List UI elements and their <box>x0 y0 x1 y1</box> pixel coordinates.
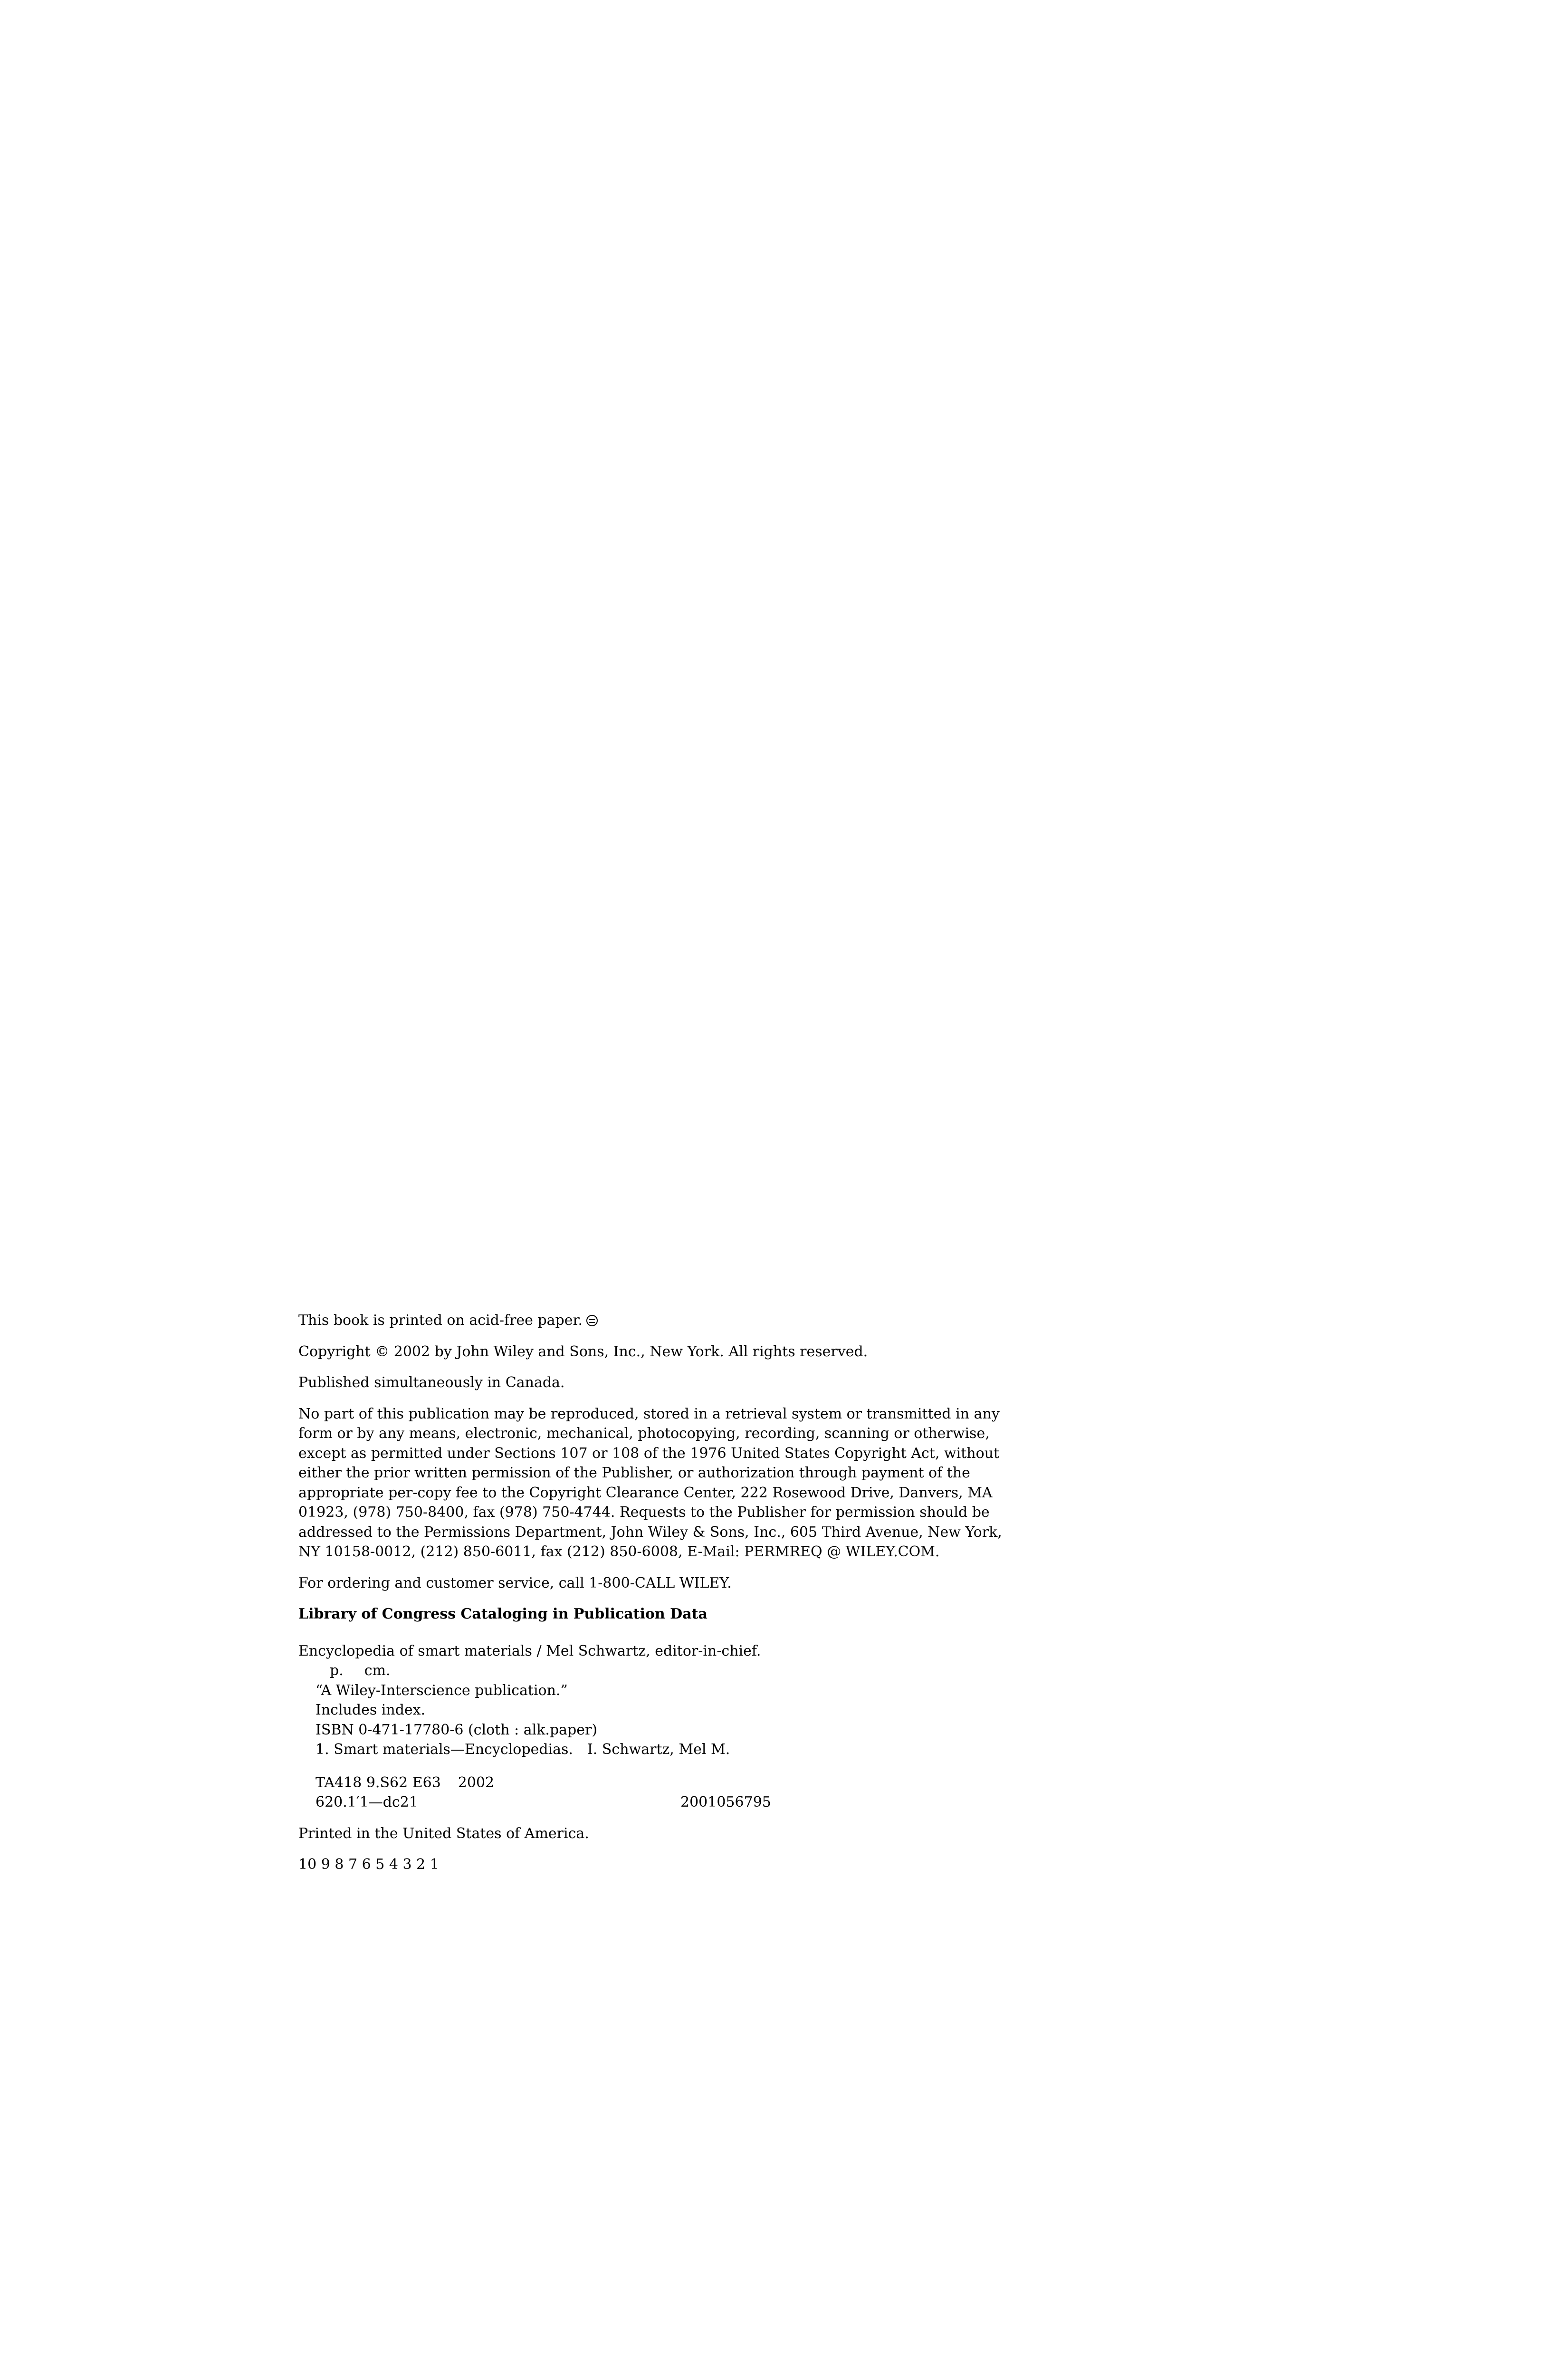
cip-title-line: Encyclopedia of smart materials / Mel Schwartz, editor-in-chief. <box>298 1642 761 1659</box>
cip-lccn: 2001056795 <box>680 1794 771 1811</box>
cip-subjects <box>298 1740 1030 1760</box>
ordering-line: For ordering and customer service, call 1-800-CALL WILEY. <box>298 1574 732 1591</box>
cip-dewey-line <box>298 1792 1030 1812</box>
cip-pagination-p: p. <box>330 1662 344 1679</box>
cip-subject-2: I. Schwartz, Mel M. <box>587 1741 730 1758</box>
infinity-in-circle-icon <box>586 1315 598 1326</box>
rights-line: NY 10158-0012, (212) 850-6011, fax (212) 850-6008, E-Mail: PERMREQ @ WILEY.COM. <box>298 1543 940 1560</box>
cip-pagination <box>298 1661 1030 1681</box>
acid-free-text: This book is printed on acid-free paper. <box>298 1312 583 1329</box>
cip-index-note: Includes index. <box>316 1702 426 1718</box>
rights-line: except as permitted under Sections 107 or 108 of the 1976 United States Copyright Act, without <box>298 1445 1000 1462</box>
rights-line: addressed to the Permissions Department, John Wiley & Sons, Inc., 605 Third Avenue, New York, <box>298 1523 1002 1541</box>
cip-lc-year: 2002 <box>458 1774 495 1791</box>
cip-entry <box>298 1641 1030 1812</box>
cip-series-note: “A Wiley-Interscience publication.” <box>316 1682 568 1699</box>
rights-paragraph <box>298 1404 1030 1562</box>
rights-line: either the prior written permission of the Publisher, or authorization through payment of the <box>298 1465 970 1481</box>
cip-pagination-cm: cm. <box>364 1662 391 1679</box>
cip-subject-1: 1. Smart materials—Encyclopedias. <box>316 1741 573 1758</box>
copyright-line: Copyright © 2002 by John Wiley and Sons, Inc., New York. All rights reserved. <box>298 1343 868 1360</box>
printed-in: Printed in the United States of America. <box>298 1825 589 1842</box>
rights-line: No part of this publication may be reproduced, stored in a retrieval system or transmitted in any <box>298 1405 1000 1422</box>
acid-free-notice <box>298 1311 1030 1331</box>
rights-line: form or by any means, electronic, mechanical, photocopying, recording, scanning or otherwise, <box>298 1425 990 1442</box>
published-canada: Published simultaneously in Canada. <box>298 1374 565 1391</box>
copyright-page <box>298 1311 1030 1875</box>
cip-heading: Library of Congress Cataloging in Publication Data <box>298 1606 708 1622</box>
cip-lc-class: TA418 9.S62 E63 <box>316 1774 441 1791</box>
cip-isbn: ISBN 0-471-17780-6 (cloth : alk.paper) <box>316 1721 598 1738</box>
rights-line: 01923, (978) 750-8400, fax (978) 750-4744. Requests to the Publisher for permission should be <box>298 1504 990 1521</box>
cip-classification <box>298 1773 1030 1812</box>
printing-line: 10 9 8 7 6 5 4 3 2 1 <box>298 1856 439 1873</box>
cip-dewey: 620.1′1—dc21 <box>316 1794 418 1811</box>
rights-line: appropriate per-copy fee to the Copyright Clearance Center, 222 Rosewood Drive, Danvers, MA <box>298 1484 993 1501</box>
cip-lc-class-line <box>298 1773 1030 1793</box>
